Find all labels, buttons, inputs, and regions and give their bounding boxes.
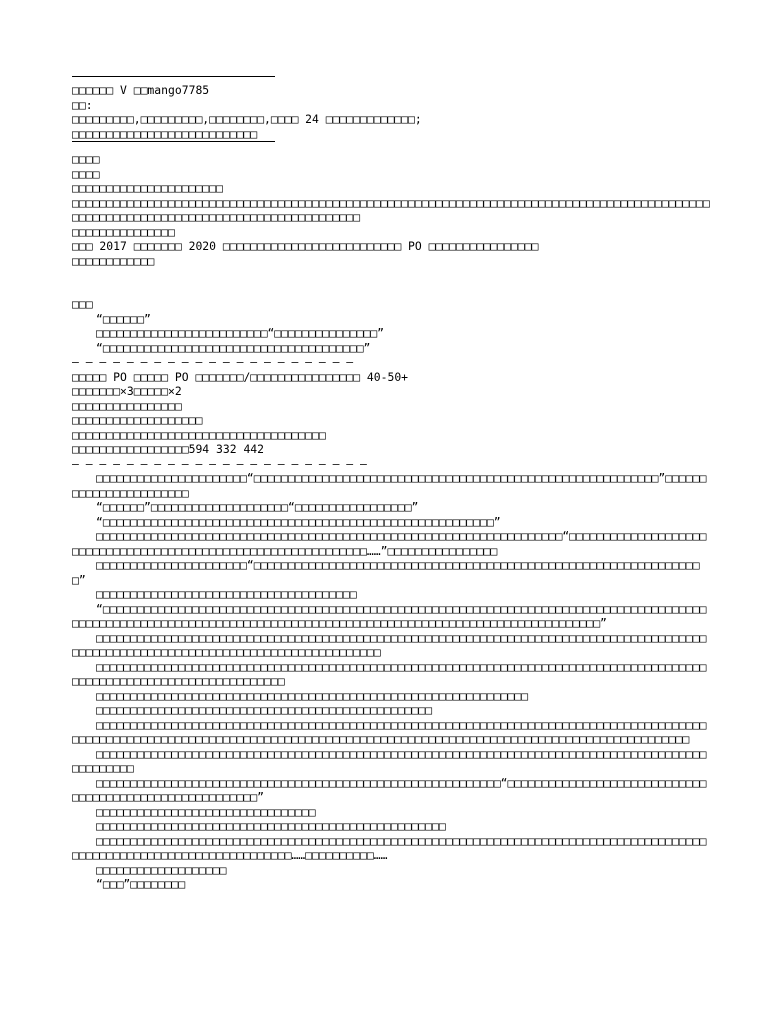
body-paragraph: □□□□□□□□□□□□□□□□□□□□□□□□□□□□□□□□□□□□□□□□□□□□□□□□□□□ [96,819,446,833]
body-paragraph: □□□□□□□□□□□□□□□□□□□□□□□□□□□□□□□□□□□□□□□□□□□□□□□□□□□□□□□□□□□□□□□□□□□□□□□□□□□□□□□□□□□□□□□□□□□□□□□□□□□□□□□□□□□□□□□□□□□□□□□□□……□□□□□□□□□□…… [72,833,707,862]
body-paragraph: □□□□□□□□□□□□□□□□□□□□□□□□□□□□□□□□□□□□□□□□□□□□□□□□□□□□□□□□□□□□□□□□□□□□“□□□□□□□□□□□□□□□□□□□□□□□□□□□□□□□□□□□□□□□□□□□□□□□□□□□□□□□□□□□□□□□……”□□□□□□□□□□□□□□□□ [72,529,707,558]
body-paragraph: □□□□□□□□□□□□□□□□□□□□□□□□□□□□□□□□ [96,804,316,819]
intro-line-2: □□□□□□□□□□□□□□□□□□□□□□□□□“□□□□□□□□□□□□□□□” [96,326,385,340]
body-paragraph: “□□□□□□□□□□□□□□□□□□□□□□□□□□□□□□□□□□□□□□□□□□□□□□□□□□□□□□□□□” [96,514,501,529]
info-line-6: □□□□□□□□□□□□□□□□□594 332 442 [72,442,265,456]
contact-line: □□□□□□ V □□mango7785 [72,83,210,97]
body-paragraph: “□□□□□□”□□□□□□□□□□□□□□□□□□□□“□□□□□□□□□□□□□□□□□” [96,500,419,514]
meta-line-2: □□□□ [72,166,100,181]
body-paragraph: “□□□”□□□□□□□□ [96,877,186,891]
body-paragraph: □□□□□□□□□□□□□□□□□□□□□□□□□□□□□□□□□□□□□□ [96,587,357,601]
body-paragraph: □□□□□□□□□□□□□□□□□□□□□□□□□□□□□□□□□□□□□□□□□□□□□□□□□ [96,703,433,717]
body-paragraph: □□□□□□□□□□□□□□□□□□□□□□□□□□□□□□□□□□□□□□□□□□□□□□□□□□□□□□□□□□□□□□□□□□□□□□□□□□□□□□□□□□□□□□□□□□□□□□□□□□□□□□□□□□□□□□□□□□□□□□□□□□□□□□□□□□□□□□□□□□□□□□□□□□□□□□□□□□□□□□□□□□□□□□□□□□□□□□□□□□□ [72,717,707,746]
body-paragraph: “□□□□□□□□□□□□□□□□□□□□□□□□□□□□□□□□□□□□□□□□□□□□□□□□□□□□□□□□□□□□□□□□□□□□□□□□□□□□□□□□□□□□□□□□□□□□□□□□□□□□□□□□□□□□□□□□□□□□□□□□□□□□□□□□□□□□□□□□□□□□□□□□□□□□□□□□□□□□□□□□□□□□□” [72,601,707,630]
meta-line-3: □□□□□□□□□□□□□□□□□□□□□□ [72,181,223,195]
meta-line-1: □□□□ [72,152,100,166]
body-paragraph: □□□□□□□□□□□□□□□□□□□ [96,862,227,877]
body-paragraph: □□□□□□□□□□□□□□□□□□□□□□□□□□□□□□□□□□□□□□□□□□□□□□□□□□□□□□□□□□□□□□□ [96,688,529,703]
body-paragraph: □□□□□□□□□□□□□□□□□□□□□□□□□□□□□□□□□□□□□□□□□□□□□□□□□□□□□□□□□□□□□□□□□□□□□□□□□□□□□□□□□□□□□□□□□□□□□□□□□□□□□□□□□□□□□□□□□□□□□□□□□□□□□□□□□□□□□□ [72,630,707,659]
info-line-3: □□□□□□□□□□□□□□□□ [72,398,182,413]
info-line-4: □□□□□□□□□□□□□□□□□□□ [72,413,203,427]
body-paragraph: □□□□□□□□□□□□□□□□□□□□□□“□□□□□□□□□□□□□□□□□□□□□□□□□□□□□□□□□□□□□□□□□□□□□□□□□□□□□□□□□□□”□□□□□□□□□□□□□□□□□□□□□□□ [72,471,707,500]
meta-line-4: □□□□□□□□□□□□□□□□□□□□□□□□□□□□□□□□□□□□□□□□□□□□□□□□□□□□□□□□□□□□□□□□□□□□□□□□□□□□□□□□□□□□□□□□□□□□□□□□□□□□□□□□□□□□□□□□□□□□□□□□□□□□□□□□□□□□□□□ [72,195,710,224]
separator: — — — — — — — — — — — — — — — — — — — — — [72,355,354,369]
body-text [72,471,712,892]
info-line-1: □□□□□ PO □□□□□ PO □□□□□□□/□□□□□□□□□□□□□□□□ 40-50+ [72,369,409,384]
note-text: □□□□□□□□□,□□□□□□□□□,□□□□□□□□,□□□□ 24 □□□□□□□□□□□□□; [72,112,422,126]
info-line-2: □□□□□□□×3□□□□□×2 [72,384,182,398]
note-label: □□: [72,97,93,112]
intro-heading: □□□ [72,297,93,311]
body-paragraph: □□□□□□□□□□□□□□□□□□□□□□“□□□□□□□□□□□□□□□□□□□□□□□□□□□□□□□□□□□□□□□□□□□□□□□□□□□□□□□□□□□□□□□□□□” [72,558,700,587]
meta-line-5: □□□□□□□□□□□□□□□ [72,224,175,239]
meta-line-7: □□□□□□□□□□□□ [72,253,155,268]
info-line-5: □□□□□□□□□□□□□□□□□□□□□□□□□□□□□□□□□□□□□ [72,427,326,442]
document-page [72,69,712,892]
meta-line-6: □□□ 2017 □□□□□□□ 2020 □□□□□□□□□□□□□□□□□□□□□□□□□□ PO □□□□□□□□□□□□□□□□ [72,239,539,253]
body-paragraph: □□□□□□□□□□□□□□□□□□□□□□□□□□□□□□□□□□□□□□□□□□□□□□□□□□□□□□□□□□□“□□□□□□□□□□□□□□□□□□□□□□□□□□□□□□□□□□□□□□□□□□□□□□□□□□□□□□□□” [72,775,707,804]
note-text-2: □□□□□□□□□□□□□□□□□□□□□□□□□□□ [72,126,258,141]
separator-2: — — — — — — — — — — — — — — — — — — — — — — [72,456,367,471]
intro-quote-1: “□□□□□□” [96,311,151,326]
body-paragraph: □□□□□□□□□□□□□□□□□□□□□□□□□□□□□□□□□□□□□□□□□□□□□□□□□□□□□□□□□□□□□□□□□□□□□□□□□□□□□□□□□□□□□□□□□□□□□□□□□□□□□□□□□□□□□□□□□□□□□□□□ [72,659,707,688]
body-paragraph: □□□□□□□□□□□□□□□□□□□□□□□□□□□□□□□□□□□□□□□□□□□□□□□□□□□□□□□□□□□□□□□□□□□□□□□□□□□□□□□□□□□□□□□□□□□□□□□□□□ [72,746,707,775]
intro-quote-3: “□□□□□□□□□□□□□□□□□□□□□□□□□□□□□□□□□□□□□□” [96,340,371,355]
